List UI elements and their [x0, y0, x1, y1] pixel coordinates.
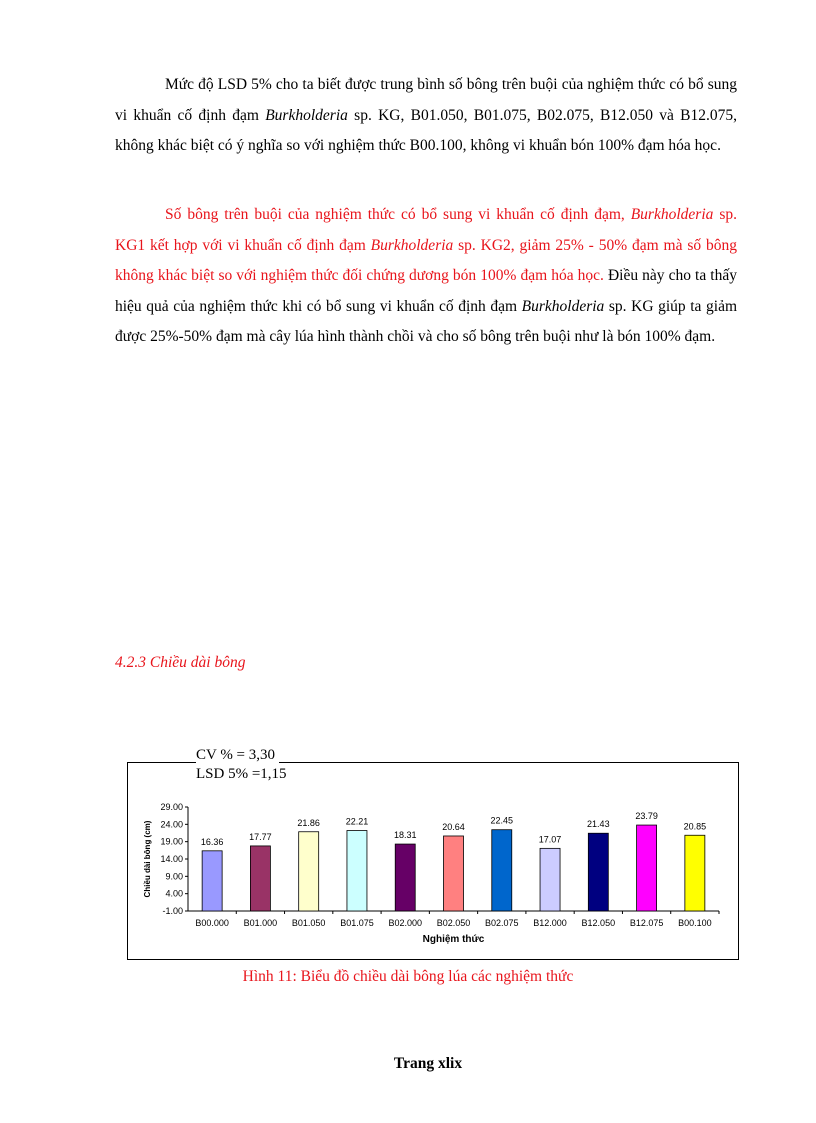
species-name: Burkholderia: [630, 206, 714, 223]
data-label: 21.43: [587, 819, 610, 830]
y-tick-label: 19.00: [160, 836, 183, 847]
section-heading: 4.2.3 Chiều dài bông: [115, 654, 246, 671]
x-tick-label: B01.075: [340, 918, 374, 928]
figure-caption: Hình 11: Biểu đồ chiều dài bông lúa các nghiệm thức: [242, 968, 574, 985]
lsd-value: LSD 5% =1,15: [196, 765, 291, 783]
data-label: 17.77: [249, 831, 272, 842]
bar-B12.075: [637, 825, 657, 911]
y-tick-label: 4.00: [165, 888, 183, 899]
bar-B02.050: [444, 836, 464, 911]
x-tick-label: B00.100: [678, 918, 712, 928]
x-tick-label: B01.000: [243, 918, 278, 928]
x-axis-title: Nghiệm thức: [422, 934, 485, 945]
x-tick-label: B02.075: [485, 918, 519, 928]
data-label: 16.36: [200, 836, 224, 847]
x-tick-label: B12.075: [629, 918, 664, 928]
data-label: 22.21: [345, 816, 369, 827]
species-name: Burkholderia: [370, 236, 454, 254]
y-tick-label: 29.00: [160, 802, 183, 812]
bar-B00.000: [202, 851, 222, 911]
x-tick-label: B02.050: [436, 918, 471, 928]
bar-B00.100: [685, 835, 705, 911]
paragraph-lsd: [115, 70, 737, 162]
page-number: Trang xlix: [393, 1055, 463, 1072]
x-tick-label: B01.050: [291, 918, 326, 928]
highlighted-text: Số bông trên buội của nghiệm thức có bổ sung vi khuẩn cố định đạm,: [165, 206, 631, 223]
data-label: 20.64: [442, 821, 465, 832]
data-label: 17.07: [538, 834, 562, 845]
y-tick-label: 9.00: [165, 871, 183, 882]
paragraph-text: sp. KG, B01.050, B01.075, B02.075, B12.050 và B12.075, không khác biệt có ý nghĩa so với nghiệm thức B00.100, không vi khuẩn bón 100% đạm hóa học.: [115, 106, 737, 154]
highlighted-text: sp. KG1 kết hợp với vi khuẩn cố định đạm: [115, 206, 737, 254]
x-tick-label: B12.050: [581, 918, 616, 928]
species-name: Burkholderia: [521, 297, 605, 315]
highlighted-text: sp. KG2, giảm 25% - 50% đạm mà số bông không khác biệt so với nghiệm thức đối chứng dương bón 100% đạm hóa học.: [115, 236, 737, 284]
data-label: 21.86: [297, 817, 320, 828]
data-label: 23.79: [635, 811, 658, 822]
cv-value: CV % = 3,30: [196, 746, 279, 764]
data-label: 18.31: [393, 830, 417, 841]
y-tick-label: -1.00: [162, 906, 183, 916]
data-label: 22.45: [490, 815, 514, 826]
x-tick-label: B12.000: [533, 918, 567, 928]
paragraph-panicle-count: [115, 200, 737, 353]
bar-B12.050: [588, 833, 608, 911]
bar-B12.000: [540, 848, 560, 911]
y-tick-label: 24.00: [160, 819, 183, 830]
bar-B01.075: [347, 831, 367, 911]
x-tick-label: B00.000: [195, 918, 229, 928]
bar-B01.000: [250, 846, 270, 911]
data-label: 20.85: [683, 821, 707, 832]
bar-B02.000: [395, 844, 415, 911]
paragraph-text: Mức độ LSD 5% cho ta biết được trung bình số bông trên buội của nghiệm thức có bổ sung vi khuẩn cố định đạm: [115, 76, 737, 124]
y-tick-label: 14.00: [160, 854, 183, 864]
bar-B02.075: [492, 830, 512, 911]
bar-B01.050: [299, 832, 319, 911]
x-tick-label: B02.000: [388, 918, 422, 928]
species-name: Burkholderia: [265, 106, 348, 124]
paragraph-text: sp. KG giúp ta giảm được 25%-50% đạm mà cây lúa hình thành chồi và cho số bông trên buội như là bón 100% đạm.: [115, 297, 738, 345]
bar-chart: [127, 762, 739, 960]
paragraph-text: Điều này cho ta thấy hiệu quả của nghiệm thức khi có bổ sung vi khuẩn cố định đạm: [115, 267, 737, 315]
y-axis-title: Chiều dài bông (cm): [143, 820, 152, 898]
